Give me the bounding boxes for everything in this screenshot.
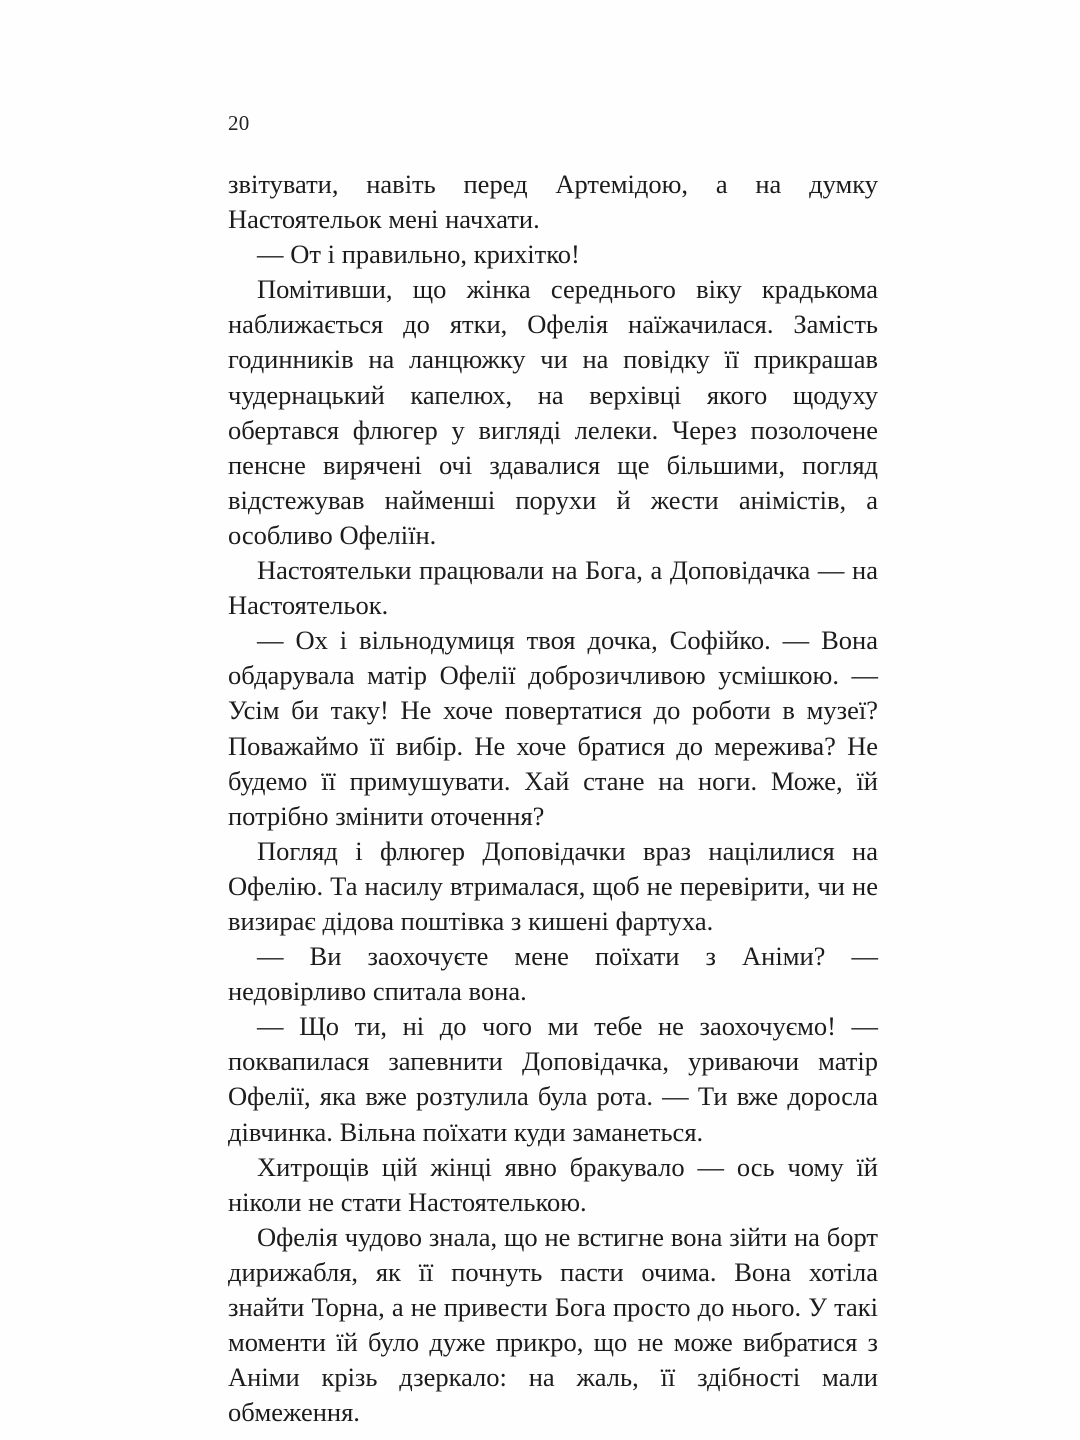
- paragraph: Настоятельки працювали на Бога, а Доповідачка — на Настоятельок.: [228, 555, 878, 621]
- paragraph: Офелія чудово знала, що не встигне вона зійти на борт дирижабля, як її почнуть пасти очима. Вона хотіла знайти Торна, а не привести Бога просто до нього. У такі моменти їй було дуже прикро, що не може вибратися з Аніми крізь дзеркало: на жаль, її здібності мали обмеження.: [228, 1221, 878, 1428]
- page-number: 20: [228, 111, 250, 135]
- paragraph: Хитрощів цій жінці явно бракувало — ось чому їй ніколи не стати Настоятелькою.: [228, 1151, 878, 1217]
- paragraph: Помітивши, що жінка середнього віку крадькома наближається до ятки, Офелія наїжачилася. Замість годинників на ланцюжку чи на повідку її прикрашав чудернацький капелюх, на верхівці якого щодуху обертався флюгер у вигляді лелеки. Через позолочене пенсне вирячені очі здавалися ще більшими, погляд відстежував найменші порухи й жести анімістів, а особливо Офеліїн.: [228, 274, 878, 550]
- paragraph: — Що ти, ні до чого ми тебе не заохочуємо! — поквапилася запевнити Доповідачка, уриваючи матір Офелії, яка вже розтулила була рота. — Ти вже доросла дівчинка. Вільна поїхати куди заманеться.: [228, 1011, 878, 1147]
- body-text-block: [228, 167, 878, 1430]
- paragraph: — От і правильно, крихітко!: [257, 239, 580, 270]
- paragraph: — Ви заохочуєте мене поїхати з Аніми? — недовірливо спитала вона.: [228, 941, 878, 1007]
- paragraph: звітувати, навіть перед Артемідою, а на думку Настоятельок мені начхати.: [228, 169, 878, 235]
- paragraph: Погляд і флюгер Доповідачки враз націлилися на Офелію. Та насилу втрималася, щоб не перевірити, чи не визирає дідова поштівка з кишені фартуха.: [228, 835, 878, 936]
- paragraph: — Ох і вільнодумиця твоя дочка, Софійко. — Вона обдарувала матір Офелії доброзичливою усмішкою. — Усім би таку! Не хоче повертатися до роботи в музеї? Поважаймо її вибір. Не хоче братися до мережива? Не будемо її примушувати. Хай стане на ноги. Може, їй потрібно змінити оточення?: [228, 625, 878, 831]
